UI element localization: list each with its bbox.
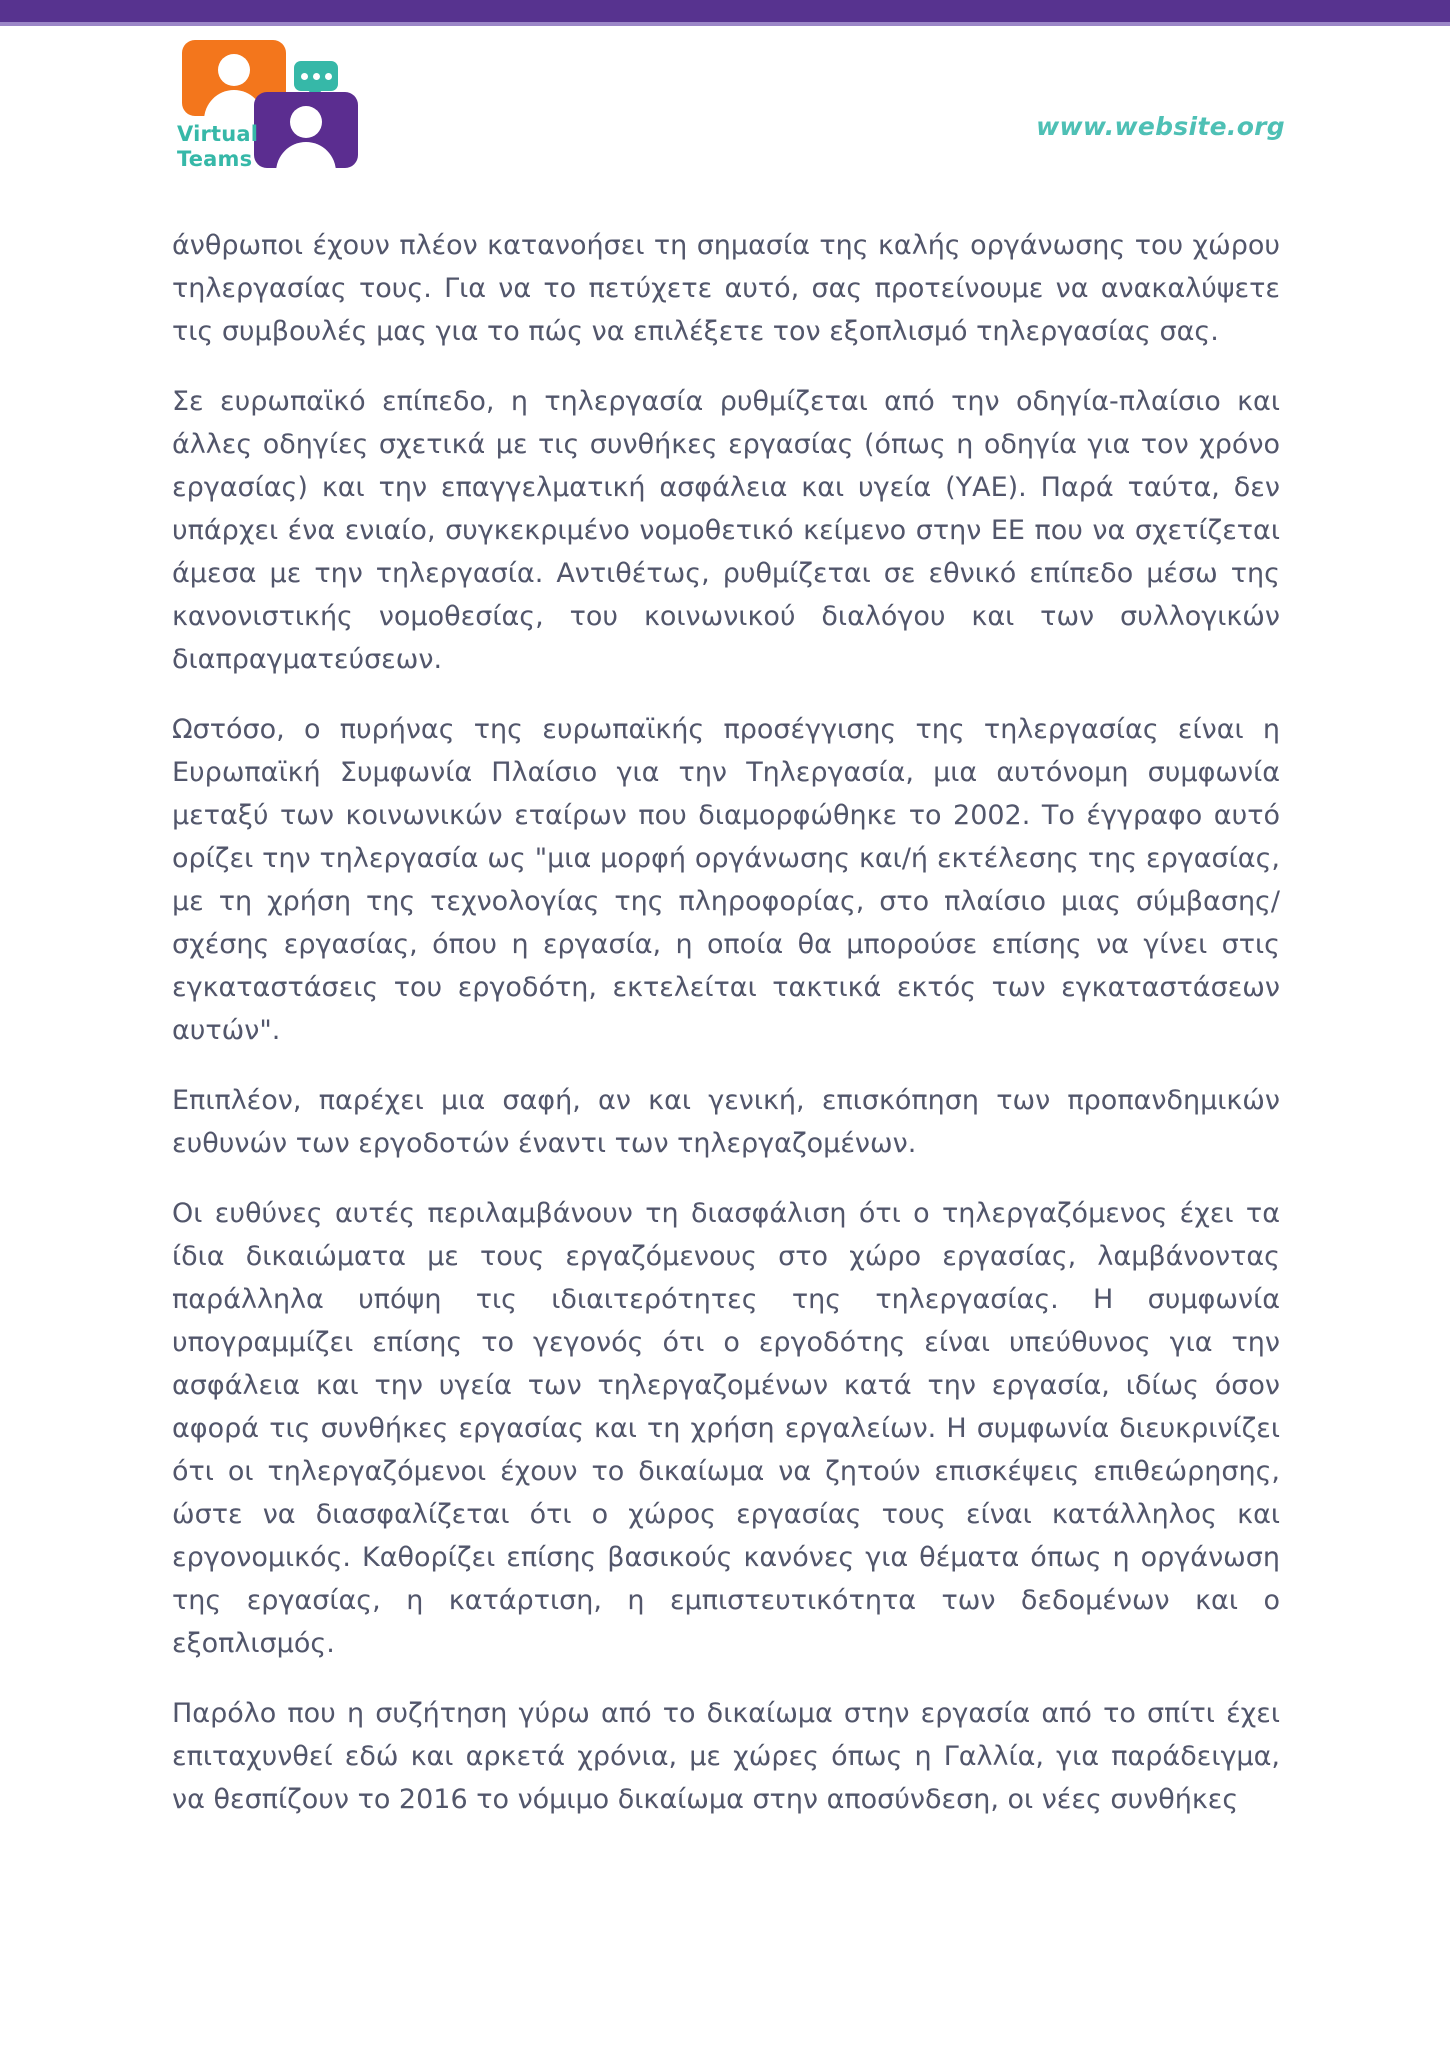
document-body [172, 224, 1280, 1821]
virtual-teams-logo [172, 34, 372, 174]
logo-wordmark [177, 122, 258, 172]
paragraph: Σε ευρωπαϊκό επίπεδο, η τηλεργασία ρυθμίζεται από την οδηγία-πλαίσιο και άλλες οδηγίες σχετικά με τις συνθήκες εργασίας (όπως η οδηγία για τον χρόνο εργασίας) και την επαγγελματική ασφάλεια και υγεία (ΥΑΕ). Παρά ταύτα, δεν υπάρχει ένα ενιαίο, συγκεκριμένο νομοθετικό κείμενο στην ΕΕ που να σχετίζεται άμεσα με την τηλεργασία. Αντιθέτως, ρυθμίζεται σε εθνικό επίπεδο μέσω της κανονιστικής νομοθεσίας, του κοινωνικού διαλόγου και των συλλογικών διαπραγματεύσεων. [172, 386, 1280, 675]
chat-bubble-icon [294, 61, 338, 91]
paragraph: Επιπλέον, παρέχει μια σαφή, αν και γενική, επισκόπηση των προπανδημικών ευθυνών των εργοδοτών έναντι των τηλεργαζομένων. [172, 1085, 1280, 1159]
chat-dot-1 [301, 73, 308, 80]
person-head-icon [218, 54, 250, 86]
logo-wordmark-line-2: Teams [177, 147, 253, 171]
chat-dot-2 [313, 73, 320, 80]
top-purple-band [0, 0, 1450, 22]
person-body-icon [276, 142, 336, 168]
page-header [0, 26, 1450, 201]
paragraph: Ωστόσο, ο πυρήνας της ευρωπαϊκής προσέγγισης της τηλεργασίας είναι η Ευρωπαϊκή Συμφωνία Πλαίσιο για την Τηλεργασία, μια αυτόνομη συμφωνία μεταξύ των κοινωνικών εταίρων που διαμορφώθηκε το 2002. Το έγγραφο αυτό ορίζει την τηλεργασία ως "μια μορφή οργάνωσης και/ή εκτέλεσης της εργασίας, με τη χρήση της τεχνολογίας της πληροφορίας, στο πλαίσιο μιας σύμβασης/σχέσης εργασίας, όπου η εργασία, η οποία θα μπορούσε επίσης να γίνει στις εγκαταστάσεις του εργοδότη, εκτελείται τακτικά εκτός των εγκαταστάσεων αυτών". [172, 714, 1280, 1046]
chat-dot-3 [325, 73, 332, 80]
website-url[interactable]: www.website.org [1036, 112, 1285, 141]
paragraph: Οι ευθύνες αυτές περιλαμβάνουν τη διασφάλιση ότι ο τηλεργαζόμενος έχει τα ίδια δικαιώματα με τους εργαζόμενους στο χώρο εργασίας, λαμβάνοντας παράλληλα υπόψη τις ιδιαιτερότητες της τηλεργασίας. Η συμφωνία υπογραμμίζει επίσης το γεγονός ότι ο εργοδότης είναι υπεύθυνος για την ασφάλεια και την υγεία των τηλεργαζομένων κατά την εργασία, ιδίως όσον αφορά τις συνθήκες εργασίας και τη χρήση εργαλείων. Η συμφωνία διευκρινίζει ότι οι τηλεργαζόμενοι έχουν το δικαίωμα να ζητούν επισκέψεις επιθεώρησης, ώστε να διασφαλίζεται ότι ο χώρος εργασίας τους είναι κατάλληλος και εργονομικός. Καθορίζει επίσης βασικούς κανόνες για θέματα όπως η οργάνωση της εργασίας, η κατάρτιση, η εμπιστευτικότητα των δεδομένων και ο εξοπλισμός. [172, 1198, 1280, 1659]
chat-dots-icon [301, 73, 332, 80]
logo-wordmark-line-1: Virtual [177, 122, 259, 146]
document-page [0, 26, 1450, 2048]
purple-participant-card-icon [254, 92, 358, 168]
paragraph: άνθρωποι έχουν πλέον κατανοήσει τη σημασία της καλής οργάνωσης του χώρου τηλεργασίας τους. Για να το πετύχετε αυτό, σας προτείνουμε να ανακαλύψετε τις συμβουλές μας για το πώς να επιλέξετε τον εξοπλισμό τηλεργασίας σας. [172, 230, 1280, 347]
person-head-icon [290, 106, 322, 138]
paragraph: Παρόλο που η συζήτηση γύρω από το δικαίωμα στην εργασία από το σπίτι έχει επιταχυνθεί εδώ και αρκετά χρόνια, με χώρες όπως η Γαλλία, για παράδειγμα, να θεσπίζουν το 2016 το νόμιμο δικαίωμα στην αποσύνδεση, οι νέες συνθήκες [172, 1698, 1280, 1815]
